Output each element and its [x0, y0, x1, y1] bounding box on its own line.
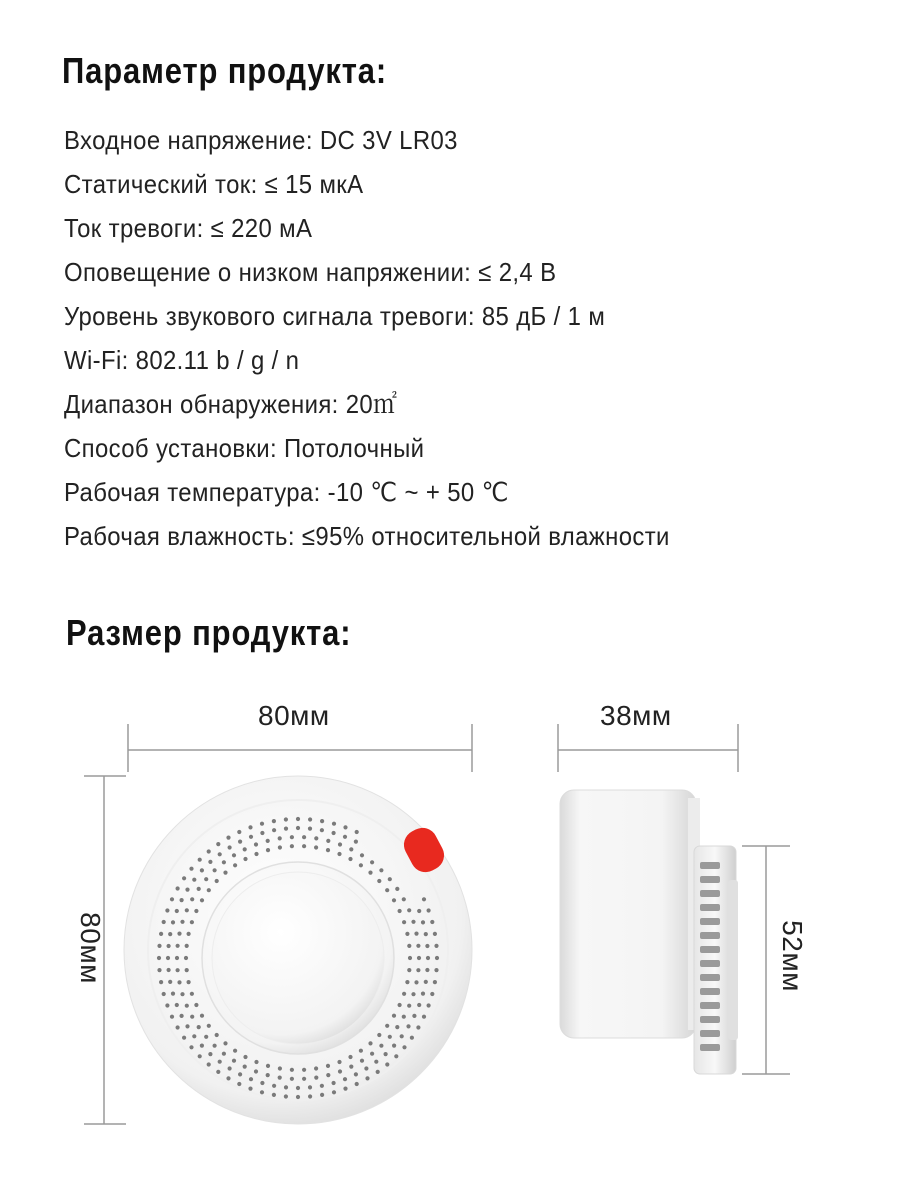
vent-hole	[302, 1068, 306, 1072]
vent-hole	[320, 1084, 324, 1088]
vent-hole	[165, 1003, 169, 1007]
vent-hole	[207, 849, 211, 853]
vent-hole	[416, 944, 420, 948]
vent-hole	[388, 877, 392, 881]
vent-hole	[162, 920, 166, 924]
vent-hole	[272, 819, 276, 823]
vent-hole	[320, 1093, 324, 1097]
side-vent-slot	[700, 1030, 720, 1037]
vent-hole	[426, 956, 430, 960]
vent-hole	[290, 1068, 294, 1072]
vent-hole	[434, 968, 438, 972]
side-vent-slot	[700, 932, 720, 939]
vent-hole	[412, 1014, 416, 1018]
vent-hole	[296, 1095, 300, 1099]
vent-hole	[272, 828, 276, 832]
vent-hole	[433, 980, 437, 984]
side-vent-slot	[700, 876, 720, 883]
vent-hole	[402, 1045, 406, 1049]
vent-hole	[197, 1025, 201, 1029]
vent-hole	[272, 1093, 276, 1097]
vent-hole	[192, 878, 196, 882]
vent-hole	[176, 944, 180, 948]
vent-hole	[176, 1025, 180, 1029]
vent-hole	[159, 980, 163, 984]
side-vent-slot	[700, 960, 720, 967]
vent-hole	[320, 828, 324, 832]
vent-hole	[208, 1052, 212, 1056]
vent-hole	[233, 863, 237, 867]
vent-hole	[222, 860, 226, 864]
vent-hole	[232, 1059, 236, 1063]
vent-hole	[308, 1085, 312, 1089]
vent-hole	[166, 956, 170, 960]
vent-hole	[414, 980, 418, 984]
vent-hole	[243, 847, 247, 851]
vent-hole	[410, 1036, 414, 1040]
vent-hole	[384, 1052, 388, 1056]
vent-hole	[430, 920, 434, 924]
vent-hole	[370, 860, 374, 864]
vent-hole	[417, 909, 421, 913]
height-label: 80мм	[75, 912, 106, 984]
vent-hole	[228, 1066, 232, 1070]
vent-hole	[223, 871, 227, 875]
vent-hole	[405, 932, 409, 936]
vent-hole	[427, 1003, 431, 1007]
vent-hole	[182, 1036, 186, 1040]
vent-hole	[377, 879, 381, 883]
vent-hole	[320, 819, 324, 823]
vent-hole	[157, 944, 161, 948]
vent-hole	[208, 860, 212, 864]
vent-hole	[379, 1044, 383, 1048]
vent-hole	[359, 1049, 363, 1053]
vent-hole	[232, 853, 236, 857]
vent-hole	[272, 1084, 276, 1088]
vent-hole	[360, 853, 364, 857]
vent-hole	[197, 887, 201, 891]
vent-hole	[332, 1090, 336, 1094]
vent-hole	[175, 956, 179, 960]
vent-hole	[177, 932, 181, 936]
vent-hole	[190, 992, 194, 996]
vent-hole	[434, 944, 438, 948]
vent-hole	[266, 839, 270, 843]
vent-hole	[308, 827, 312, 831]
vent-hole	[187, 932, 191, 936]
vent-hole	[314, 1066, 318, 1070]
vent-hole	[407, 1004, 411, 1008]
vent-hole	[376, 1070, 380, 1074]
vent-hole	[365, 1076, 369, 1080]
vent-hole	[354, 840, 358, 844]
spec-detection-range: Диапазон обнаружения: 20㎡	[64, 389, 398, 419]
vent-hole	[349, 847, 353, 851]
vent-hole	[254, 1060, 258, 1064]
vent-hole	[162, 992, 166, 996]
vent-hole	[185, 944, 189, 948]
spec-operating-temperature: Рабочая температура: -10 ℃ ~ + 50 ℃	[64, 477, 509, 507]
vent-hole	[337, 852, 341, 856]
vent-hole	[425, 944, 429, 948]
vent-hole	[192, 1034, 196, 1038]
vent-hole	[392, 898, 396, 902]
vent-hole	[422, 1015, 426, 1019]
vent-hole	[207, 1062, 211, 1066]
vent-hole	[355, 1082, 359, 1086]
vent-hole	[368, 871, 372, 875]
vent-hole	[278, 1076, 282, 1080]
vent-hole	[379, 868, 383, 872]
vent-hole	[200, 898, 204, 902]
vent-hole	[385, 1024, 389, 1028]
vent-hole	[254, 842, 258, 846]
vent-hole	[326, 848, 330, 852]
vent-hole	[187, 980, 191, 984]
vent-hole	[402, 920, 406, 924]
side-vent-slot	[700, 988, 720, 995]
side-vent-slot	[700, 904, 720, 911]
vent-hole	[377, 1033, 381, 1037]
vent-hole	[190, 920, 194, 924]
vent-hole	[284, 1085, 288, 1089]
vent-hole	[175, 909, 179, 913]
vent-hole	[168, 932, 172, 936]
vent-hole	[194, 1003, 198, 1007]
vent-hole	[411, 920, 415, 924]
side-vent-slot	[700, 946, 720, 953]
vent-hole	[368, 1041, 372, 1045]
vent-hole	[425, 968, 429, 972]
vent-hole	[290, 835, 294, 839]
detector-front-view	[124, 776, 472, 1124]
vent-hole	[402, 992, 406, 996]
vent-hole	[422, 897, 426, 901]
vent-hole	[354, 1072, 358, 1076]
vent-hole	[392, 1044, 396, 1048]
vent-hole	[200, 1044, 204, 1048]
vent-hole	[185, 968, 189, 972]
vent-hole	[215, 1033, 219, 1037]
vent-hole	[216, 842, 220, 846]
vent-hole	[167, 944, 171, 948]
vent-hole	[343, 835, 347, 839]
vent-hole	[266, 1073, 270, 1077]
vent-hole	[385, 888, 389, 892]
vent-hole	[176, 886, 180, 890]
vent-hole	[260, 1081, 264, 1085]
vent-hole	[278, 1066, 282, 1070]
vent-hole	[359, 863, 363, 867]
vent-hole	[407, 968, 411, 972]
vent-hole	[392, 1014, 396, 1018]
vent-hole	[332, 831, 336, 835]
vent-hole	[249, 1077, 253, 1081]
vent-hole	[411, 992, 415, 996]
vent-hole	[430, 992, 434, 996]
vent-hole	[326, 1064, 330, 1068]
vent-hole	[237, 1082, 241, 1086]
vent-hole	[248, 1087, 252, 1091]
vent-hole	[385, 1062, 389, 1066]
vent-hole	[266, 1064, 270, 1068]
vent-hole	[194, 909, 198, 913]
vent-hole	[421, 992, 425, 996]
vent-hole	[198, 1054, 202, 1058]
vent-hole	[374, 1060, 378, 1064]
vent-hole	[348, 1055, 352, 1059]
side-vent-slot	[700, 890, 720, 897]
vent-hole	[185, 888, 189, 892]
vent-hole	[180, 1014, 184, 1018]
vent-hole	[364, 1066, 368, 1070]
vent-hole	[226, 1076, 230, 1080]
vent-hole	[302, 844, 306, 848]
vent-hole	[427, 908, 431, 912]
side-vent-slot	[700, 918, 720, 925]
side-vent-slot	[700, 1016, 720, 1023]
vent-hole	[213, 868, 217, 872]
vent-hole	[157, 956, 161, 960]
side-vent-slot	[700, 862, 720, 869]
vent-hole	[198, 858, 202, 862]
vent-hole	[417, 956, 421, 960]
vent-hole	[395, 1025, 399, 1029]
vent-hole	[296, 826, 300, 830]
vent-hole	[175, 1003, 179, 1007]
vent-hole	[226, 836, 230, 840]
vent-hole	[405, 980, 409, 984]
vent-hole	[278, 836, 282, 840]
vent-hole	[222, 1052, 226, 1056]
vent-hole	[254, 1069, 258, 1073]
vent-hole	[216, 1070, 220, 1074]
width-label: 80мм	[258, 700, 330, 731]
vent-hole	[204, 877, 208, 881]
vent-hole	[290, 1077, 294, 1081]
vent-hole	[182, 876, 186, 880]
vent-hole	[290, 844, 294, 848]
vent-hole	[159, 932, 163, 936]
vent-hole	[308, 817, 312, 821]
vent-hole	[260, 822, 264, 826]
base-height-label: 52мм	[777, 920, 808, 992]
vent-hole	[408, 956, 412, 960]
vent-hole	[338, 842, 342, 846]
vent-hole	[284, 817, 288, 821]
vent-hole	[416, 1025, 420, 1029]
vent-hole	[332, 1081, 336, 1085]
vent-hole	[424, 932, 428, 936]
vent-hole	[170, 1015, 174, 1019]
vent-hole	[248, 825, 252, 829]
vent-hole	[349, 1065, 353, 1069]
vent-hole	[302, 1077, 306, 1081]
vent-hole	[184, 956, 188, 960]
vent-hole	[157, 968, 161, 972]
product-size-heading: Размер продукта:	[66, 612, 352, 653]
vent-hole	[167, 968, 171, 972]
vent-hole	[200, 1014, 204, 1018]
vent-hole	[185, 1024, 189, 1028]
vent-hole	[260, 1090, 264, 1094]
vent-hole	[421, 920, 425, 924]
vent-hole	[343, 1087, 347, 1091]
vent-hole	[243, 1065, 247, 1069]
spec-wifi: Wi-Fi: 802.11 b / g / n	[64, 345, 300, 375]
vent-hole	[314, 1076, 318, 1080]
side-vent-slot	[700, 1044, 720, 1051]
vent-hole	[177, 980, 181, 984]
spec-alarm-current: Ток тревоги: ≤ 220 мА	[64, 213, 313, 243]
vent-hole	[414, 932, 418, 936]
product-parameters-heading: Параметр продукта:	[62, 50, 388, 91]
vent-hole	[228, 845, 232, 849]
vent-hole	[326, 1073, 330, 1077]
vent-hole	[180, 992, 184, 996]
vent-hole	[402, 1015, 406, 1019]
vent-hole	[243, 1055, 247, 1059]
vent-hole	[213, 1044, 217, 1048]
vent-hole	[284, 1094, 288, 1098]
vent-hole	[185, 1004, 189, 1008]
spec-standby-current: Статический ток: ≤ 15 мкА	[64, 169, 364, 199]
spec-installation: Способ установки: Потолочный	[64, 433, 425, 463]
vent-hole	[260, 831, 264, 835]
vent-hole	[254, 852, 258, 856]
vent-hole	[233, 1049, 237, 1053]
vent-hole	[190, 1015, 194, 1019]
vent-hole	[360, 1059, 364, 1063]
vent-hole	[223, 1041, 227, 1045]
vent-hole	[302, 835, 306, 839]
vent-hole	[180, 898, 184, 902]
vent-hole	[171, 920, 175, 924]
side-vent-slot	[700, 1002, 720, 1009]
vent-hole	[407, 908, 411, 912]
depth-label: 38мм	[600, 700, 672, 731]
vent-hole	[176, 968, 180, 972]
spec-alarm-volume: Уровень звукового сигнала тревоги: 85 дБ / 1 м	[64, 301, 606, 331]
vent-hole	[168, 980, 172, 984]
vent-hole	[314, 836, 318, 840]
vent-hole	[165, 908, 169, 912]
vent-hole	[398, 1003, 402, 1007]
vent-hole	[215, 879, 219, 883]
vent-hole	[395, 887, 399, 891]
vent-hole	[308, 1094, 312, 1098]
vent-hole	[343, 1077, 347, 1081]
spec-low-voltage-warning: Оповещение о низком напряжении: ≤ 2,4 В	[64, 257, 557, 287]
vent-hole	[348, 857, 352, 861]
vent-hole	[207, 888, 211, 892]
vent-hole	[338, 1069, 342, 1073]
vent-hole	[189, 1045, 193, 1049]
vent-hole	[337, 1060, 341, 1064]
vent-hole	[417, 1003, 421, 1007]
spec-operating-humidity: Рабочая влажность: ≤95% относительной влажности	[64, 521, 670, 551]
vent-hole	[416, 968, 420, 972]
vent-hole	[284, 827, 288, 831]
vent-hole	[343, 825, 347, 829]
vent-hole	[355, 830, 359, 834]
vent-hole	[218, 852, 222, 856]
vent-hole	[402, 897, 406, 901]
vent-hole	[435, 956, 439, 960]
vent-hole	[238, 840, 242, 844]
vent-hole	[326, 839, 330, 843]
spec-input-voltage: Входное напряжение: DC 3V LR03	[64, 125, 458, 155]
vent-hole	[170, 897, 174, 901]
vent-hole	[314, 845, 318, 849]
vent-hole	[406, 1024, 410, 1028]
vent-hole	[249, 835, 253, 839]
vent-hole	[296, 817, 300, 821]
vent-hole	[433, 932, 437, 936]
vent-hole	[185, 908, 189, 912]
vent-hole	[190, 897, 194, 901]
vent-hole	[370, 1052, 374, 1056]
vent-hole	[407, 944, 411, 948]
vent-hole	[332, 822, 336, 826]
vent-hole	[238, 1072, 242, 1076]
vent-hole	[207, 1024, 211, 1028]
vent-hole	[394, 1054, 398, 1058]
vent-hole	[398, 909, 402, 913]
vent-hole	[243, 857, 247, 861]
vent-hole	[266, 848, 270, 852]
side-vent-slot	[700, 974, 720, 981]
vent-hole	[237, 830, 241, 834]
vent-hole	[200, 868, 204, 872]
detector-side-view	[560, 790, 738, 1074]
vent-hole	[388, 1035, 392, 1039]
vent-hole	[218, 1060, 222, 1064]
vent-hole	[278, 845, 282, 849]
vent-hole	[424, 980, 428, 984]
vent-hole	[189, 867, 193, 871]
vent-hole	[204, 1035, 208, 1039]
vent-hole	[180, 920, 184, 924]
vent-hole	[296, 1086, 300, 1090]
vent-hole	[171, 992, 175, 996]
vent-hole	[400, 1034, 404, 1038]
